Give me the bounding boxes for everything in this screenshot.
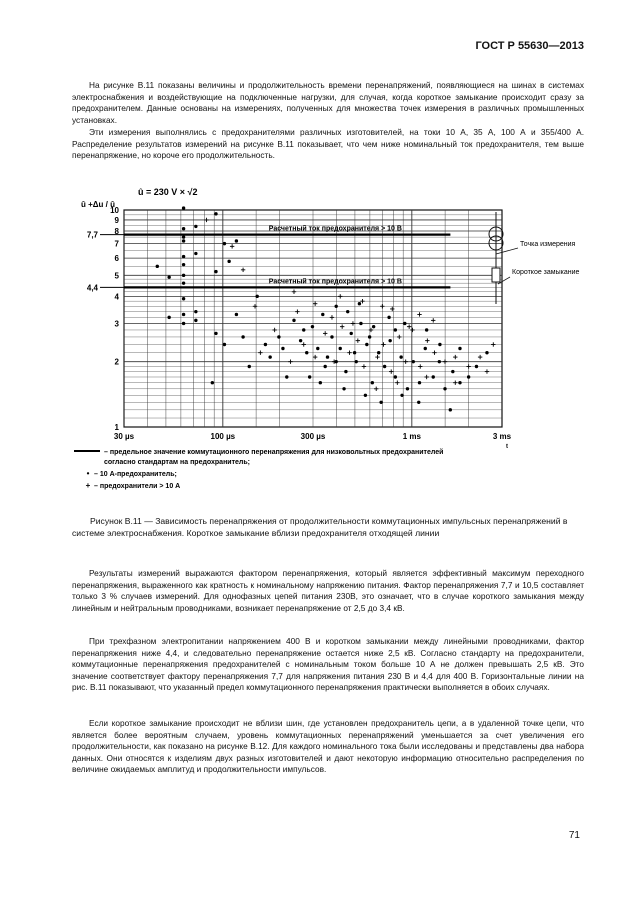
dot-marker: [371, 381, 374, 384]
dot-marker: [451, 370, 454, 373]
plus-marker: [453, 355, 457, 359]
dot-marker: [305, 351, 308, 354]
y-tick-label: 6: [114, 254, 119, 264]
dot-marker: [458, 381, 461, 384]
plus-marker: [362, 364, 366, 368]
plus-marker: [323, 331, 327, 335]
plus-marker: [491, 342, 495, 346]
plus-marker: [375, 355, 379, 359]
dot-marker: [167, 316, 170, 319]
fuse-icon: [492, 268, 500, 282]
y-tick-label: 7: [114, 239, 119, 249]
reference-line-value: 4,4: [86, 283, 98, 293]
plus-marker: [431, 318, 435, 322]
dot-marker: [368, 335, 371, 338]
dot-marker: [194, 252, 197, 255]
dot-marker: [330, 335, 333, 338]
dot-marker: [443, 387, 446, 390]
dot-marker: [339, 347, 342, 350]
plus-marker: [410, 328, 414, 332]
dot-marker: [418, 381, 421, 384]
intro-paragraph-1: На рисунке В.11 показаны величины и продолжительность времени перенапряжений, появляющиеся на шинах в системах электроснабжения и воздействующие на подключенные нагрузки, для случая, когда короткое замыкание происходит сразу за предохранителем. Данные основаны на измерениях, полученных для множества точек измерения в различных промышленных установках.: [72, 80, 584, 125]
plus-marker: [424, 375, 428, 379]
dot-marker: [372, 325, 375, 328]
dot-marker: [194, 319, 197, 322]
plus-marker: [389, 369, 393, 373]
dot-marker: [182, 274, 185, 277]
dot-marker: [156, 265, 159, 268]
dot-marker: [194, 225, 197, 228]
y-axis-label: [81, 200, 115, 209]
dot-marker: [485, 351, 488, 354]
dot-marker: [399, 355, 402, 358]
plus-marker: [347, 350, 351, 354]
dot-marker: [223, 242, 226, 245]
x-tick-label: 3 ms: [492, 432, 512, 441]
dot-marker: [182, 281, 185, 284]
plus-marker: [288, 359, 292, 363]
dot-marker: [285, 375, 288, 378]
dot-marker: [281, 347, 284, 350]
plus-marker: [466, 364, 470, 368]
dot-marker: [182, 297, 185, 300]
dot-marker: [182, 235, 185, 238]
dot-marker: [400, 394, 403, 397]
x-axis-sublabel: t: [506, 444, 508, 450]
plus-marker: [360, 299, 364, 303]
x-tick-label: 30 µs: [113, 432, 135, 441]
page-header: ГОСТ Р 55630—2013: [475, 40, 584, 52]
dot-marker: [182, 227, 185, 230]
chart-title: û = 230 V × √2: [138, 187, 198, 197]
dot-marker: [467, 375, 470, 378]
dot-marker: [182, 255, 185, 258]
dot-marker: [406, 387, 409, 390]
legend-symbol: +: [85, 481, 91, 490]
plus-marker: [253, 304, 257, 308]
dot-marker: [425, 328, 428, 331]
dot-marker: [388, 339, 391, 342]
plus-marker: [403, 359, 407, 363]
dot-marker: [182, 313, 185, 316]
y-tick-label: 2: [114, 357, 119, 367]
dot-marker: [311, 325, 314, 328]
dot-marker: [438, 360, 441, 363]
dot-marker: [326, 355, 329, 358]
inset-short-label: Короткое замыкание: [512, 269, 580, 276]
y-tick-label: 10: [110, 206, 119, 215]
figure-caption: Рисунок В.11 — Зависимость перенапряжения от продолжительности коммутационных импульсных перенапряжений в системе электроснабжения. Короткое замыкание вблизи предохранителя отходящей линии: [72, 516, 568, 538]
plus-marker: [204, 218, 208, 222]
chart-axes: [110, 206, 512, 450]
dot-marker: [235, 313, 238, 316]
plus-marker: [313, 355, 317, 359]
dot-marker: [342, 387, 345, 390]
dot-marker: [412, 360, 415, 363]
dot-marker: [255, 295, 258, 298]
dot-marker: [394, 375, 397, 378]
dot-marker: [346, 310, 349, 313]
plus-marker: [485, 369, 489, 373]
plus-marker: [356, 338, 360, 342]
dot-marker: [432, 375, 435, 378]
plus-marker: [397, 335, 401, 339]
dot-marker: [248, 365, 251, 368]
plus-marker: [417, 312, 421, 316]
plus-marker: [330, 315, 334, 319]
dot-marker: [449, 408, 452, 411]
dot-marker: [302, 328, 305, 331]
dot-marker: [182, 206, 185, 209]
dot-marker: [335, 305, 338, 308]
inset-point-label: Точка измерения: [520, 241, 576, 248]
dot-marker: [365, 343, 368, 346]
legend-text: – предельное значение коммутационного перенапряжения для низковольтных предохранителей: [104, 449, 444, 456]
dot-marker: [214, 332, 217, 335]
dot-marker: [268, 355, 271, 358]
plus-marker: [340, 324, 344, 328]
chart-grid: [124, 210, 502, 427]
dot-marker: [235, 239, 238, 242]
plus-marker: [432, 350, 436, 354]
page-number: 71: [568, 830, 580, 841]
dot-marker: [227, 260, 230, 263]
dot-marker: [438, 343, 441, 346]
dot-marker: [167, 276, 170, 279]
dot-marker: [403, 322, 406, 325]
plus-marker: [443, 359, 447, 363]
plus-marker: [369, 328, 373, 332]
y-tick-label: 9: [114, 215, 119, 225]
dot-marker: [264, 343, 267, 346]
dot-marker: [182, 239, 185, 242]
x-tick-label: 300 µs: [300, 432, 326, 441]
dot-marker: [379, 401, 382, 404]
legend-text: – 10 А-предохранитель;: [94, 471, 177, 478]
dot-marker: [321, 313, 324, 316]
dot-marker: [223, 343, 226, 346]
dot-marker: [277, 335, 280, 338]
reference-line-text: Расчетный ток предохранителя > 10 В: [268, 278, 402, 286]
intro-paragraph-2: Эти измерения выполнялись с предохранителями различных изготовителей, на токи 10 А, 35 А, 100 А и 355/400 А. Распределение результатов измерений на рисунке В.11 показывает, что чем ниже номинальный ток предохранителя, тем выше перенапряжение, но короче его продолжительность.: [72, 127, 584, 161]
dot-marker: [182, 322, 185, 325]
dot-marker: [417, 401, 420, 404]
dot-marker: [353, 351, 356, 354]
dot-marker: [194, 310, 197, 313]
dot-marker: [359, 322, 362, 325]
plus-marker: [351, 321, 355, 325]
dot-marker: [211, 381, 214, 384]
plus-marker: [395, 381, 399, 385]
dot-marker: [377, 351, 380, 354]
dot-marker: [182, 263, 185, 266]
legend-symbol: •: [86, 469, 90, 478]
dot-marker: [344, 370, 347, 373]
dot-marker: [292, 319, 295, 322]
plus-marker: [313, 302, 317, 306]
dot-marker: [355, 360, 358, 363]
reference-line-text: Расчетный ток предохранителя > 10 В: [268, 225, 402, 233]
dot-marker: [316, 347, 319, 350]
plus-marker: [292, 290, 296, 294]
dot-marker: [383, 365, 386, 368]
plus-marker: [478, 355, 482, 359]
plus-marker: [295, 309, 299, 313]
body-paragraph-5: Если короткое замыкание происходит не вблизи шин, где установлен предохранитель цепи, а в удаленной точке цепи, что является более вероятным случаем, уровень коммутационных перенапряжений уменьшается за счет увеличения его продолжительности, как показано на рисунке В.12. Для каждого номинального тока были исследованы и представлены два набора данных. Они относятся к изделиям двух разных изготовителей и дают некоторую информацию относительно распределения по величине ожидаемых амплитуд и продолжительности импульсов.: [72, 718, 584, 775]
plus-marker: [272, 328, 276, 332]
dot-marker: [214, 212, 217, 215]
x-tick-label: 100 µs: [210, 432, 236, 441]
y-tick-label: 8: [114, 227, 119, 237]
legend-text-continued: согласно стандартам на предохранитель;: [104, 459, 251, 466]
plus-marker: [390, 307, 394, 311]
dot-marker: [319, 381, 322, 384]
y-label-text: û +Δu / û: [81, 200, 115, 209]
overvoltage-chart: [60, 182, 580, 500]
dot-marker: [458, 347, 461, 350]
dot-marker: [387, 316, 390, 319]
y-tick-label: 1: [114, 423, 119, 432]
plus-marker: [374, 387, 378, 391]
dot-marker: [323, 365, 326, 368]
y-tick-label: 4: [114, 292, 119, 302]
plus-marker: [338, 294, 342, 298]
plus-marker: [241, 268, 245, 272]
plus-marker: [407, 324, 411, 328]
plus-marker: [302, 342, 306, 346]
dot-marker: [299, 339, 302, 342]
y-tick-label: 5: [114, 271, 119, 281]
plus-marker: [380, 304, 384, 308]
plus-marker: [425, 338, 429, 342]
dot-marker: [241, 335, 244, 338]
plus-marker: [230, 244, 234, 248]
chart-legend: [74, 448, 443, 490]
dot-marker: [364, 394, 367, 397]
dot-marker: [394, 328, 397, 331]
dot-marker: [358, 302, 361, 305]
y-tick-label: 3: [114, 319, 119, 329]
plus-marker: [258, 350, 262, 354]
legend-text: – предохранители > 10 А: [94, 483, 181, 490]
dot-marker: [214, 270, 217, 273]
x-tick-label: 1 ms: [402, 432, 421, 441]
plus-marker: [453, 381, 457, 385]
dot-marker: [424, 347, 427, 350]
dot-marker: [308, 375, 311, 378]
dot-marker: [350, 332, 353, 335]
body-paragraph-3: Результаты измерений выражаются фактором перенапряжения, который является эффективный максимум переходного перенапряжения, выраженного как кратность к номинальному напряжению питания. Фактор перенапряжения 7,7 и 10,5 составляет только 3 % случаев измерений. Для однофазных цепей питания 230В, это означает, что в случае короткого замыкания между линейным и нейтральным проводниками, возникает перенапряжение от 2,5 до 3,4 кВ.: [72, 568, 584, 613]
plus-marker: [418, 364, 422, 368]
plus-marker: [381, 342, 385, 346]
reference-line-value: 7,7: [86, 230, 98, 240]
body-paragraph-4: При трехфазном электропитании напряжением 400 В и коротком замыкании между линейными проводниками, фактор перенапряжения ниже 4,4, и следовательно перенапряжение остается ниже 2,5 кВ. Согласно стандарту на предохранители, коммутационные перенапряжения предохранителей с номинальным током больше 10 А не должен превышать 2,5 кВ. Это значение соответствует фактору перенапряжения 7,7 для напряжения питания 230 В и 4,4 для 400 В. Горизонтальные линии на рис. В.11 показывают, что указанный предел коммутационного перенапряжения практически выполняется в обоих случаях.: [72, 636, 584, 693]
dot-marker: [475, 365, 478, 368]
